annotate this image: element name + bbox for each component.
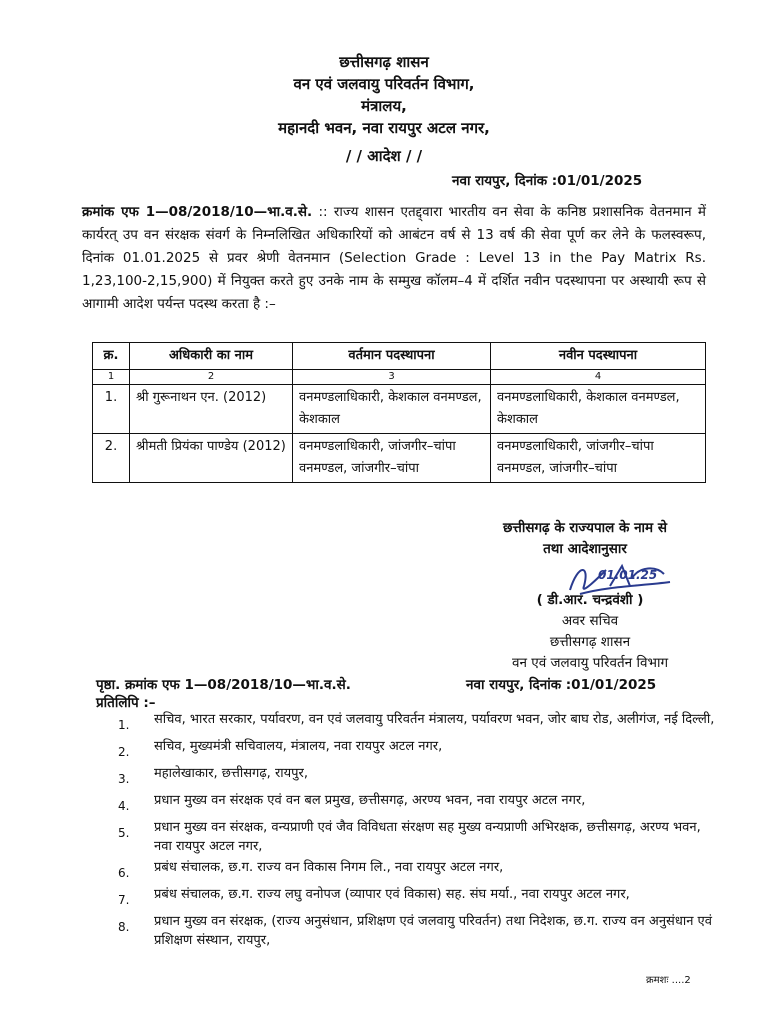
list-item [118, 737, 718, 762]
signatory-govt: छत्तीसगढ़ शासन [549, 634, 631, 650]
signatory-block [480, 590, 700, 674]
list-item [118, 885, 718, 910]
table-row [93, 434, 706, 483]
list-item-text: प्रबंध संचालक, छ.ग. राज्य वन विकास निगम लि., नवा रायपुर अटल नगर, [154, 860, 504, 875]
row-current-posting: वनमण्डलाधिकारी, केशकाल वनमण्डल, केशकाल [293, 385, 491, 434]
col-header-name: अधिकारी का नाम [130, 343, 293, 370]
signatory-designation: अवर सचिव [561, 613, 619, 629]
list-item [118, 791, 718, 816]
endorsement-date: नवा रायपुर, दिनांक :01/01/2025 [466, 677, 657, 693]
header-address: महानदी भवन, नवा रायपुर अटल नगर, [278, 119, 490, 137]
col-index: 2 [130, 370, 293, 385]
row-current-posting: वनमण्डलाधिकारी, जांजगीर–चांपा वनमण्डल, जांजगीर–चांपा [293, 434, 491, 483]
list-item-text: सचिव, भारत सरकार, पर्यावरण, वन एवं जलवायु परिवर्तन मंत्रालय, पर्यावरण भवन, जोर बाघ रोड, अलीगंज, नई दिल्ली, [154, 712, 715, 727]
copy-list [118, 710, 718, 952]
col-index: 3 [293, 370, 491, 385]
signature-authority [440, 518, 730, 560]
copy-label: प्रतिलिपि :– [96, 695, 156, 711]
list-item-number: 7. [118, 893, 130, 907]
list-item-number: 4. [118, 799, 130, 813]
list-item-number: 2. [118, 745, 130, 759]
order-ref: क्रमांक एफ 1—08/2018/10—भा.व.से. [82, 204, 313, 220]
list-item-number: 8. [118, 920, 130, 934]
order-text: :: राज्य शासन एतद्द्वारा भारतीय वन सेवा के कनिष्ठ प्रशासनिक वेतनमान में कार्यरत् उप वन संरक्षक संवर्ग के निम्नलिखित अधिकारियों को आबंटन वर्ष से 13 वर्ष की सेवा पूर्ण कर लेने के फलस्वरूप, दिनांक 01.01.2025 से प्रवर श्रेणी वेतनमान (Selection Grade : Level 13 in the Pay Matrix Rs. 1,23,100-2,15,900) में नियुक्त करते हुए उनके नाम के सम्मुख कॉलम–4 में दर्शित नवीन पदस्थापना पर अस्थायी रूप से आगामी आदेश पर्यन्त पदस्थ करता है :– [82, 204, 706, 312]
list-item-number: 6. [118, 866, 130, 880]
list-item-number: 1. [118, 718, 130, 732]
order-title: / / आदेश / / [345, 147, 423, 165]
col-header-sn: क्र. [93, 343, 130, 370]
header-ministry: मंत्रालय, [361, 97, 407, 115]
continued-marker: क्रमशः ....2 [646, 975, 691, 986]
date-line: नवा रायपुर, दिनांक :01/01/2025 [452, 173, 643, 189]
endorsement-ref: पृष्ठा. क्रमांक एफ 1—08/2018/10—भा.व.से. [96, 677, 351, 693]
list-item-text: सचिव, मुख्यमंत्री सचिवालय, मंत्रालय, नवा रायपुर अटल नगर, [154, 739, 443, 754]
list-item-text: महालेखाकार, छत्तीसगढ़, रायपुर, [154, 766, 309, 781]
signatory-dept: वन एवं जलवायु परिवर्तन विभाग [511, 655, 669, 671]
row-sn: 2. [93, 434, 130, 483]
header-govt: छत्तीसगढ़ शासन [339, 53, 429, 71]
header-department: वन एवं जलवायु परिवर्तन विभाग, [293, 75, 475, 93]
signature-date: 01.01.25 [598, 568, 658, 582]
list-item-text: प्रधान मुख्य वन संरक्षक एवं वन बल प्रमुख, छत्तीसगढ़, अरण्य भवन, नवा रायपुर अटल नगर, [154, 793, 586, 808]
row-new-posting: वनमण्डलाधिकारी, केशकाल वनमण्डल, केशकाल [491, 385, 706, 434]
row-officer-name: श्री गुरूनाथन एन. (2012) [130, 385, 293, 434]
list-item [118, 858, 718, 883]
list-item [118, 912, 718, 950]
list-item-text: प्रधान मुख्य वन संरक्षक, (राज्य अनुसंधान, प्रशिक्षण एवं जलवायु परिवर्तन) तथा निदेशक, छ.ग. राज्य वन अनुसंधान एवं प्रशिक्षण संस्थान, रायपुर, [154, 914, 712, 948]
col-index: 1 [93, 370, 130, 385]
col-index: 4 [491, 370, 706, 385]
col-header-current: वर्तमान पदस्थापना [293, 343, 491, 370]
row-sn: 1. [93, 385, 130, 434]
col-header-new: नवीन पदस्थापना [491, 343, 706, 370]
signature-line2: तथा आदेशानुसार [543, 541, 627, 557]
row-new-posting: वनमण्डलाधिकारी, जांजगीर–चांपा वनमण्डल, जांजगीर–चांपा [491, 434, 706, 483]
list-item-number: 3. [118, 772, 130, 786]
list-item-text: प्रधान मुख्य वन संरक्षक, वन्यप्राणी एवं जैव विविधता संरक्षण सह मुख्य वन्यप्राणी अभिरक्षक, छत्तीसगढ़, अरण्य भवन, नवा रायपुर अटल नगर, [154, 820, 701, 854]
list-item-text: प्रबंध संचालक, छ.ग. राज्य लघु वनोपज (व्यापार एवं विकास) सह. संघ मर्या., नवा रायपुर अटल नगर, [154, 887, 630, 902]
list-item-number: 5. [118, 826, 130, 840]
signatory-name: ( डी.आर. चन्द्रवंशी ) [536, 592, 644, 608]
row-officer-name: श्रीमती प्रियंका पाण्डेय (2012) [130, 434, 293, 483]
order-paragraph [82, 201, 706, 316]
list-item [118, 710, 718, 735]
signature-line1: छत्तीसगढ़ के राज्यपाल के नाम से [503, 520, 667, 536]
list-item [118, 764, 718, 789]
list-item [118, 818, 718, 856]
posting-table [92, 342, 706, 483]
table-row [93, 385, 706, 434]
